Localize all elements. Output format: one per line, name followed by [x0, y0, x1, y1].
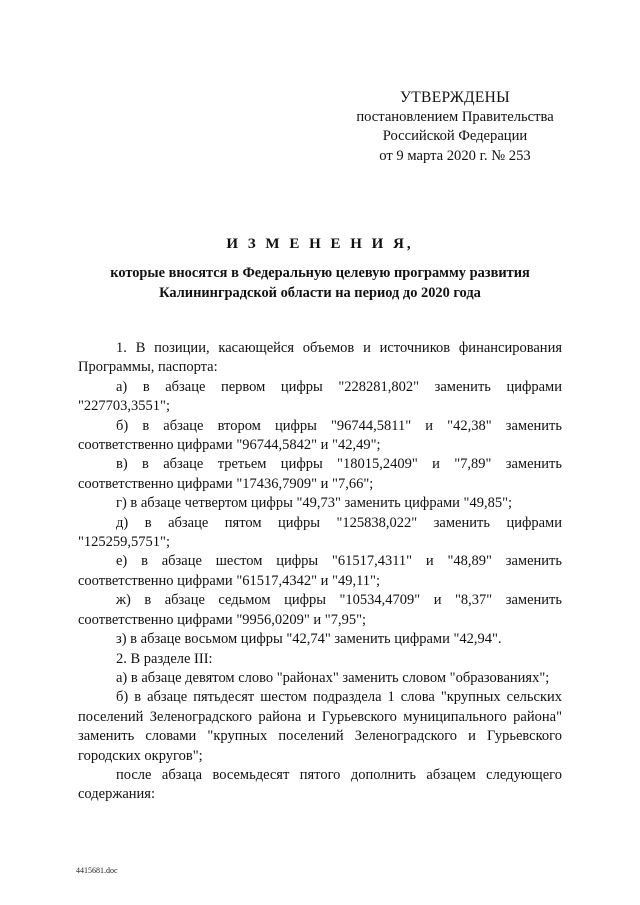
document-subtitle: которые вносятся в Федеральную целевую программу развития Калининградской области на период до 2020 года — [110, 265, 530, 301]
document-body — [78, 339, 562, 805]
paragraph: б) в абзаце втором цифры "96744,5811" и "42,38" заменить соответственно цифрами "96744,5842" и "42,49"; — [78, 417, 562, 454]
paragraph: а) в абзаце девятом слово "районах" заменить словом "образованиях"; — [116, 669, 550, 686]
paragraph: з) в абзаце восьмом цифры "42,74" заменить цифрами "42,94". — [116, 631, 502, 648]
file-code: 4415681.doc — [76, 866, 118, 875]
paragraph: а) в абзаце первом цифры "228281,802" заменить цифрами "227703,3551"; — [78, 378, 562, 415]
paragraph: 2. В разделе III: — [116, 650, 213, 667]
approval-line-2: Российской Федерации — [382, 128, 528, 144]
paragraph: в) в абзаце третьем цифры "18015,2409" и "7,89" заменить соответственно цифрами "17436,7909" и "7,66"; — [78, 456, 562, 492]
document-title: И З М Е Н Е Н И Я, — [226, 236, 414, 252]
paragraph: ж) в абзаце седьмом цифры "10534,4709" и "8,37" заменить соответственно цифрами "9956,0209" и "7,95"; — [78, 592, 562, 628]
paragraph: е) в абзаце шестом цифры "61517,4311" и "48,89" заменить соответственно цифрами "61517,4342" и "49,11"; — [78, 553, 562, 589]
approval-heading: УТВЕРЖДЕНЫ — [400, 89, 510, 106]
paragraph: после абзаца восемьдесят пятого дополнить абзацем следующего содержания: — [78, 766, 562, 803]
paragraph: г) в абзаце четвертом цифры "49,73" заменить цифрами "49,85"; — [116, 495, 513, 512]
approval-line-1: постановлением Правительства — [356, 108, 554, 125]
approval-line-3: от 9 марта 2020 г. № 253 — [379, 147, 531, 164]
paragraph: 1. В позиции, касающейся объемов и источников финансирования Программы, паспорта: — [78, 340, 562, 376]
paragraph: б) в абзаце пятьдесят шестом подраздела 1 слова "крупных сельских поселений Зеленоградского района и Гурьевского муниципального района" заменить словами "крупных поселений Зеленоградского и Гурьевского городских округов"; — [78, 689, 562, 764]
paragraph: д) в абзаце пятом цифры "125838,022" заменить цифрами "125259,5751"; — [78, 514, 562, 551]
approval-block — [340, 88, 570, 166]
